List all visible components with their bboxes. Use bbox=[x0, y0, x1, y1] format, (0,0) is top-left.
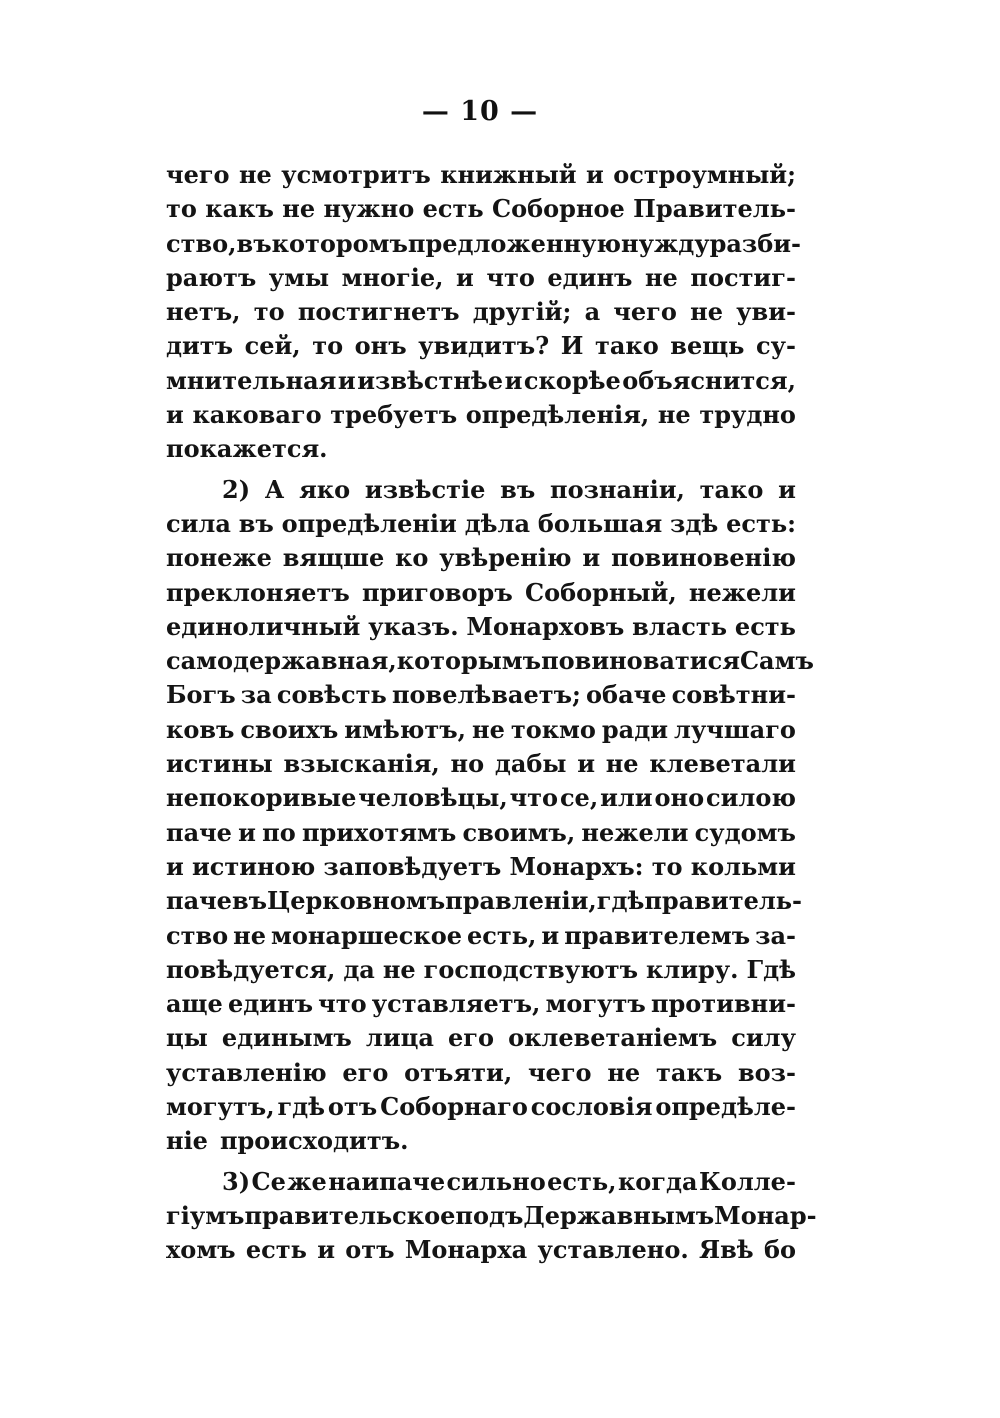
paragraph-1 bbox=[166, 158, 801, 467]
word: повиноватися bbox=[541, 646, 740, 676]
word: большая bbox=[537, 508, 663, 538]
word: постигнетъ bbox=[297, 297, 460, 327]
word: силою bbox=[705, 783, 796, 813]
word: нужно bbox=[323, 194, 415, 224]
word: прихотямъ bbox=[301, 817, 457, 847]
word: когда bbox=[617, 1166, 698, 1196]
word: то bbox=[312, 331, 344, 361]
word: правитель- bbox=[644, 886, 803, 916]
word: силу bbox=[731, 1023, 796, 1053]
word: объяснится, bbox=[622, 365, 796, 395]
word: лучшаго bbox=[674, 714, 796, 744]
word: А bbox=[264, 474, 285, 504]
word: Церковномъ bbox=[267, 886, 446, 916]
word: правительское bbox=[244, 1200, 456, 1230]
word: тако bbox=[594, 331, 659, 361]
word: уставлено. bbox=[537, 1235, 689, 1265]
word: которомъ bbox=[271, 228, 408, 258]
word: Явѣ bbox=[698, 1235, 754, 1265]
word: Самъ bbox=[739, 646, 814, 676]
word: есть: bbox=[726, 508, 796, 538]
word: или bbox=[600, 783, 653, 813]
word: по bbox=[262, 817, 296, 847]
word: дитъ bbox=[166, 331, 234, 361]
text-line bbox=[166, 1090, 796, 1124]
word: 2) bbox=[222, 474, 251, 504]
word: познаніи, bbox=[550, 474, 685, 504]
word: клеветали bbox=[649, 749, 796, 779]
page-number: — 10 — bbox=[421, 96, 539, 127]
word: извѣстнѣе bbox=[357, 365, 504, 395]
word: и bbox=[577, 749, 595, 779]
word: Монарховъ bbox=[466, 611, 625, 641]
word: Монар- bbox=[714, 1200, 817, 1230]
word: Соборное bbox=[492, 194, 625, 224]
text-line bbox=[166, 1021, 796, 1055]
paragraph-3 bbox=[166, 1165, 817, 1268]
word: чего bbox=[613, 297, 677, 327]
word: Соборный, bbox=[524, 577, 677, 607]
word: опредѣленіи bbox=[281, 508, 457, 538]
word: нужду bbox=[621, 228, 710, 258]
word: да bbox=[343, 954, 375, 984]
word: и bbox=[582, 543, 601, 573]
word: есть bbox=[734, 611, 796, 641]
word: клиру. bbox=[645, 954, 739, 984]
word: обаче bbox=[586, 680, 667, 710]
word: монаршеское bbox=[270, 920, 463, 950]
word: правителемъ bbox=[564, 920, 751, 950]
word: своимъ, bbox=[462, 817, 576, 847]
word: дабы bbox=[494, 749, 567, 779]
word: гдѣ bbox=[596, 886, 645, 916]
word: не bbox=[382, 954, 416, 984]
word: паче bbox=[166, 817, 232, 847]
word: увѣренію bbox=[439, 543, 572, 573]
text-line bbox=[166, 884, 803, 918]
paragraph-2 bbox=[166, 473, 814, 1159]
word: Колле- bbox=[698, 1166, 796, 1196]
text-line bbox=[166, 1165, 796, 1199]
word: су- bbox=[756, 331, 796, 361]
word: отъяти, bbox=[404, 1057, 513, 1087]
word: цы bbox=[166, 1023, 208, 1053]
word: не bbox=[607, 1057, 641, 1087]
word: и bbox=[585, 160, 604, 189]
word: вящше bbox=[282, 543, 385, 573]
word: за- bbox=[755, 920, 796, 950]
word: въ bbox=[231, 886, 268, 916]
word: вещь bbox=[670, 331, 745, 361]
word: не bbox=[282, 194, 316, 224]
word: его bbox=[448, 1023, 494, 1053]
text-line bbox=[166, 747, 796, 781]
word: то bbox=[166, 194, 197, 224]
word: чего bbox=[527, 1057, 592, 1087]
word: уставленію bbox=[166, 1057, 327, 1087]
word: аще bbox=[166, 989, 223, 1019]
word: не bbox=[238, 160, 272, 189]
word: сила bbox=[166, 508, 231, 538]
word: имѣютъ, bbox=[344, 714, 467, 744]
word: есть bbox=[422, 194, 484, 224]
word: не bbox=[472, 714, 505, 744]
word: умы bbox=[268, 262, 330, 292]
word: противни- bbox=[650, 989, 796, 1019]
word: подъ bbox=[455, 1200, 524, 1230]
word: есть, bbox=[547, 1166, 617, 1196]
word: дѣла bbox=[464, 508, 531, 538]
word: гіумъ bbox=[166, 1200, 245, 1230]
word: могутъ, bbox=[166, 1092, 275, 1122]
text-line bbox=[166, 850, 796, 884]
text-line bbox=[166, 610, 796, 644]
word: человѣцы, bbox=[358, 783, 508, 813]
word: единъ bbox=[547, 262, 633, 292]
word: заповѣдуетъ bbox=[323, 851, 502, 881]
word: истины bbox=[166, 749, 273, 779]
word: предложенную bbox=[407, 228, 622, 258]
word: бо bbox=[763, 1235, 796, 1265]
word: какъ bbox=[205, 194, 274, 224]
word: за bbox=[240, 680, 272, 710]
word: въ bbox=[238, 508, 274, 538]
text-line bbox=[166, 816, 796, 850]
text-line bbox=[166, 261, 796, 295]
word: то bbox=[651, 851, 683, 881]
word: оклеветаніемъ bbox=[508, 1023, 718, 1053]
word: совѣтни- bbox=[671, 680, 796, 710]
word: и bbox=[317, 1235, 335, 1265]
word: ство, bbox=[166, 228, 237, 258]
word: сей, bbox=[244, 331, 301, 361]
word: Гдѣ bbox=[746, 954, 796, 984]
word: въ bbox=[236, 228, 272, 258]
word: опредѣленія, bbox=[465, 400, 650, 430]
word: Се bbox=[251, 1166, 286, 1196]
word: и bbox=[504, 365, 523, 395]
text-line bbox=[166, 576, 796, 610]
text-line bbox=[166, 644, 814, 678]
word: оно bbox=[654, 783, 705, 813]
word: сильно bbox=[446, 1166, 546, 1196]
word: не bbox=[644, 262, 678, 292]
word: единымъ bbox=[221, 1023, 352, 1053]
word: и bbox=[166, 400, 184, 430]
word: отъ bbox=[345, 1235, 395, 1265]
word: и bbox=[541, 920, 560, 950]
word: И bbox=[560, 331, 584, 361]
word: ство bbox=[166, 920, 229, 950]
word: не bbox=[605, 749, 639, 779]
word: происходитъ. bbox=[219, 1126, 409, 1156]
word: покажется. bbox=[166, 434, 328, 464]
text-line bbox=[166, 919, 796, 953]
word: ко bbox=[395, 543, 429, 573]
word: ковъ bbox=[166, 714, 235, 744]
word: Монарха bbox=[404, 1235, 528, 1265]
word: преклоняетъ bbox=[166, 577, 350, 607]
word: тако bbox=[699, 474, 764, 504]
word: приговоръ bbox=[361, 577, 513, 607]
word: опредѣле- bbox=[655, 1092, 796, 1122]
text-line bbox=[166, 192, 796, 226]
text-line bbox=[166, 541, 796, 575]
word: онъ bbox=[354, 331, 407, 361]
word: единоличный bbox=[166, 611, 361, 641]
text-line bbox=[166, 295, 796, 329]
word: указъ. bbox=[368, 611, 459, 641]
text-line bbox=[166, 158, 796, 192]
word: разби- bbox=[709, 228, 801, 258]
word: то bbox=[253, 297, 285, 327]
word: раютъ bbox=[166, 262, 257, 292]
word: самодержавная, bbox=[166, 646, 397, 676]
word: скорѣе bbox=[523, 365, 621, 395]
word: господствуютъ bbox=[423, 954, 638, 984]
word: извѣстіе bbox=[364, 474, 486, 504]
word: истиною bbox=[191, 851, 316, 881]
word: увидитъ? bbox=[418, 331, 550, 361]
word: которымъ bbox=[396, 646, 542, 676]
word: судомъ bbox=[694, 817, 796, 847]
word: повиновенію bbox=[611, 543, 796, 573]
word: Монархъ: bbox=[509, 851, 644, 881]
word: требуетъ bbox=[330, 400, 458, 430]
word: Правитель- bbox=[633, 194, 796, 224]
word: не bbox=[657, 400, 691, 430]
text-line bbox=[166, 364, 796, 398]
word: лица bbox=[365, 1023, 434, 1053]
word: трудно bbox=[699, 400, 796, 430]
text-line bbox=[166, 329, 796, 363]
word: отъ bbox=[327, 1092, 378, 1122]
word: яко bbox=[299, 474, 351, 504]
word: такъ bbox=[655, 1057, 723, 1087]
word: гдѣ bbox=[277, 1092, 326, 1122]
word: и bbox=[337, 365, 356, 395]
text-line bbox=[166, 713, 796, 747]
word: же bbox=[287, 1166, 327, 1196]
text-line bbox=[166, 432, 796, 466]
word: книжный bbox=[440, 160, 577, 189]
word: Богъ bbox=[166, 680, 236, 710]
word: не bbox=[233, 920, 266, 950]
word: хомъ bbox=[166, 1235, 236, 1265]
word: правленіи, bbox=[445, 886, 597, 916]
word: уставляетъ, bbox=[371, 989, 541, 1019]
word: что bbox=[486, 262, 535, 292]
word: власть bbox=[632, 611, 728, 641]
word: Державнымъ bbox=[523, 1200, 715, 1230]
word: каковаго bbox=[192, 400, 322, 430]
word: непокоривые bbox=[166, 783, 357, 813]
word: Соборнаго bbox=[380, 1092, 528, 1122]
word: а bbox=[584, 297, 601, 327]
text-line bbox=[166, 987, 796, 1021]
word: мнительная bbox=[166, 365, 337, 395]
word: что bbox=[509, 783, 559, 813]
word: что bbox=[318, 989, 367, 1019]
word: его bbox=[342, 1057, 389, 1087]
word: чего bbox=[166, 160, 230, 189]
word: остроумный; bbox=[613, 160, 796, 189]
word: постиг- bbox=[690, 262, 796, 292]
word: взысканія, bbox=[283, 749, 440, 779]
text-line bbox=[166, 1233, 796, 1267]
word: есть bbox=[245, 1235, 307, 1265]
word: и bbox=[166, 851, 184, 881]
word: повѣдуется, bbox=[166, 954, 336, 984]
text-line bbox=[166, 781, 796, 815]
word: ніе bbox=[166, 1126, 208, 1156]
word: но bbox=[450, 749, 485, 779]
word: паче bbox=[166, 886, 232, 916]
word: наипаче bbox=[328, 1166, 446, 1196]
word: кольми bbox=[690, 851, 796, 881]
word: единъ bbox=[227, 989, 313, 1019]
text-line bbox=[166, 507, 796, 541]
word: токмо bbox=[510, 714, 596, 744]
word: усмотритъ bbox=[281, 160, 431, 189]
word: и bbox=[238, 817, 256, 847]
text-line bbox=[166, 1124, 796, 1158]
word: здѣ bbox=[670, 508, 719, 538]
text-line bbox=[166, 953, 796, 987]
word: своихъ bbox=[240, 714, 339, 744]
word: нежели bbox=[688, 577, 796, 607]
text-line bbox=[166, 227, 801, 261]
word: понеже bbox=[166, 543, 272, 573]
word: уви- bbox=[736, 297, 796, 327]
word: многіе, bbox=[341, 262, 444, 292]
text-line bbox=[166, 473, 796, 507]
word: повелѣваетъ; bbox=[391, 680, 581, 710]
word: нетъ, bbox=[166, 297, 241, 327]
word: нежели bbox=[581, 817, 689, 847]
word: сословія bbox=[530, 1092, 653, 1122]
word: се, bbox=[559, 783, 599, 813]
text-line bbox=[166, 678, 796, 712]
word: воз- bbox=[737, 1057, 796, 1087]
body-text bbox=[166, 158, 817, 1268]
word: совѣсть bbox=[276, 680, 387, 710]
word: и bbox=[778, 474, 796, 504]
word: 3) bbox=[222, 1166, 251, 1196]
word: могутъ bbox=[545, 989, 646, 1019]
text-line bbox=[166, 1199, 817, 1233]
word: въ bbox=[500, 474, 536, 504]
word: ради bbox=[601, 714, 669, 744]
word: другій; bbox=[472, 297, 572, 327]
word: и bbox=[456, 262, 474, 292]
word: есть, bbox=[467, 920, 537, 950]
text-line bbox=[166, 398, 796, 432]
text-line bbox=[166, 1056, 796, 1090]
word: не bbox=[690, 297, 723, 327]
